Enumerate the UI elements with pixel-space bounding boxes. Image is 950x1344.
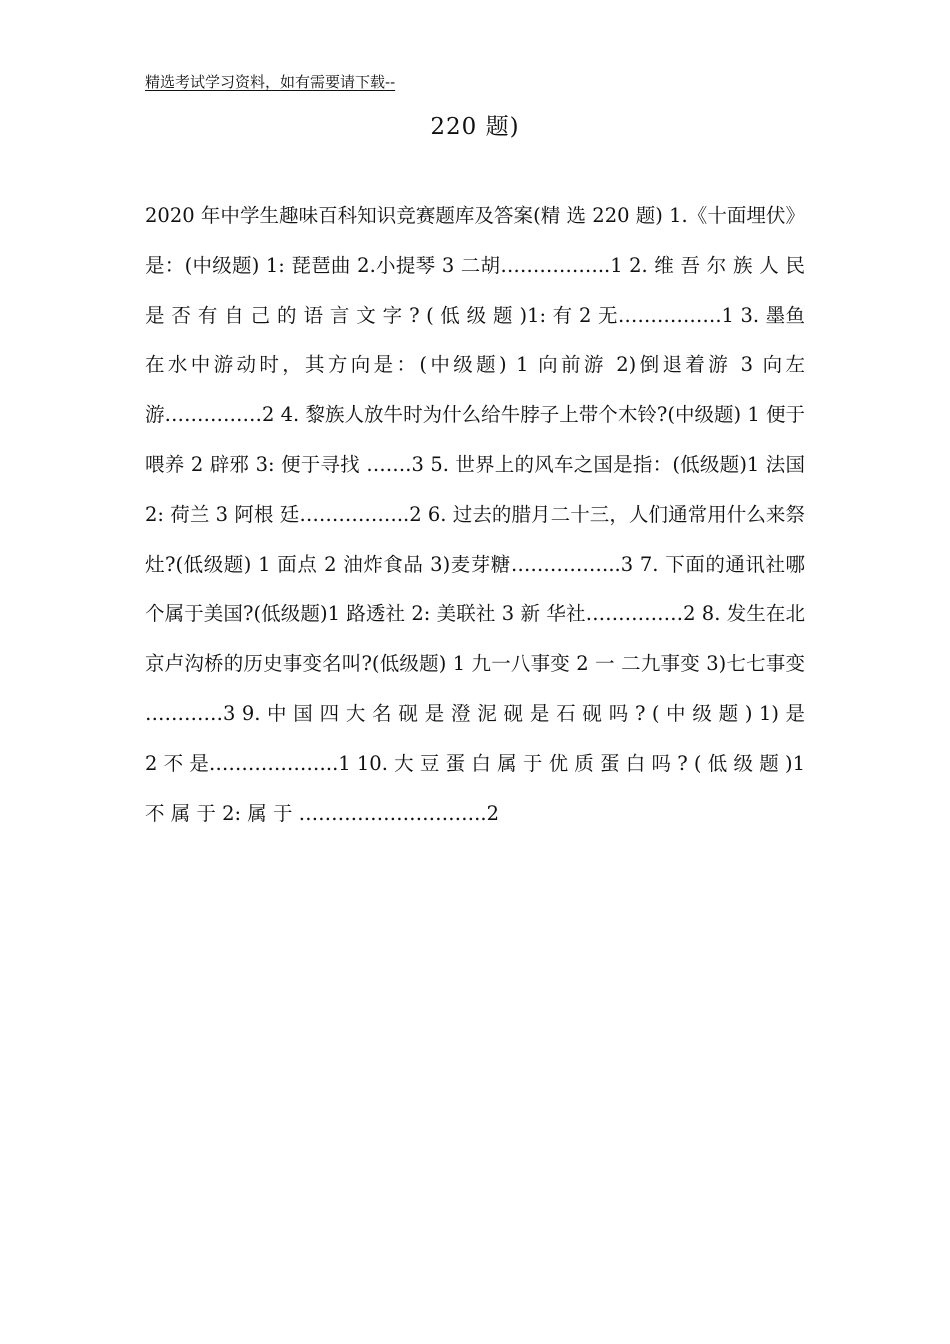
quiz-body-text: 2020 年中学生趣味百科知识竞赛题库及答案(精 选 220 题) 1.《十面埋伏》是：(中级题) 1: 琵琶曲 2.小提琴 3 二胡……………..1 2. 维 吾 尔 族 人 民 是 否 有 自 己 的 语 言 文 字 ? ( 低 级 题 )1: 有 2 无…………….1 3. 墨鱼在水中游动时，其方向是：(中级题) 1 向前游 2)倒退着游 3 向左游……………2 4. 黎族人放牛时为什么给牛脖子上带个木铃?(中级题) 1 便于喂养 2 辟邪 3: 便于寻找 …….3 5. 世界上的风车之国是指：(低级题)1 法国 2: 荷兰 3 阿根 廷……………..2 6. 过去的腊月二十三，人们通常用什么来祭灶?(低级题) 1 面点 2 油炸食品 3)麦芽糖……………..3 7. 下面的通讯社哪个属于美国?(低级题)1 路透社 2: 美联社 3 新 华社……………2 8. 发生在北京卢沟桥的历史事变名叫?(低级题) 1 九一八事变 2 一 二九事变 3)七七事变 …………3 9. 中 国 四 大 名 砚 是 澄 泥 砚 是 石 砚 吗 ? ( 中 级 题 ) 1) 是 2 不 是………………..1 10. 大 豆 蛋 白 属 于 优 质 蛋 白 吗 ? ( 低 级 题 )1 不 属 于 2: 属 于 ………………………..2 bbox=[145, 204, 805, 825]
header-note: 精选考试学习资料，如有需要请下载-- bbox=[145, 73, 396, 91]
document-title: 220 题) bbox=[430, 114, 520, 140]
